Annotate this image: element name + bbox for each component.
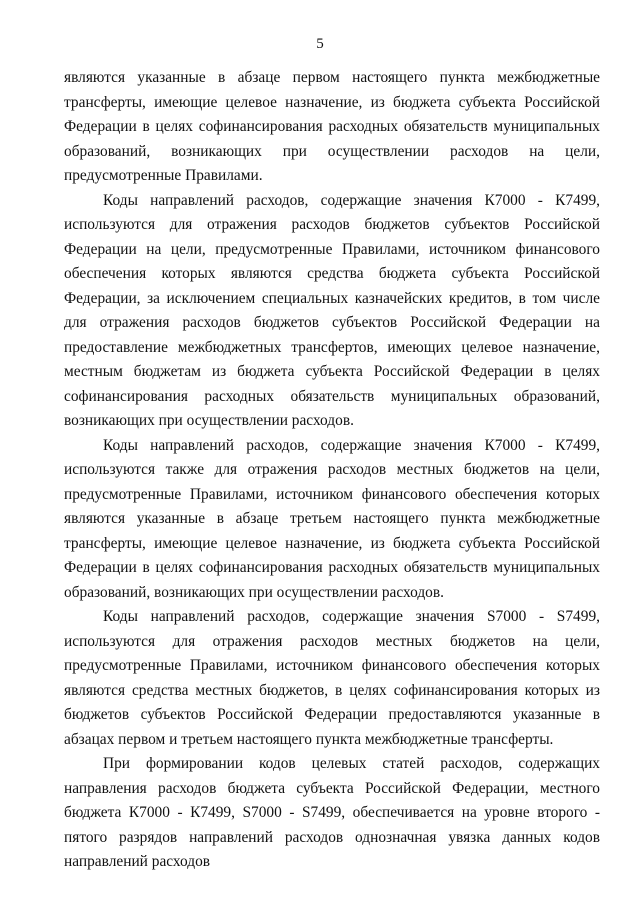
paragraph-k7000-regional: Коды направлений расходов, содержащие значения К7000 - К7499, используются для отражения расходов бюджетов субъектов Российской Федерации на цели, предусмотренные Правилами, источником финансового обеспечения которых являются средства бюджета субъекта Российской Федерации, за исключением специальных казначейских кредитов, в том числе для отражения расходов бюджетов субъектов Российской Федерации на предоставление межбюджетных трансфертов, имеющих целевое назначение, местным бюджетам из бюджета субъекта Российской Федерации в целях софинансирования расходных обязательств муниципальных образований, возникающих при осуществлении расходов. — [64, 191, 600, 429]
paragraph-s7000-local: Коды направлений расходов, содержащие значения S7000 - S7499, используются для отражения расходов местных бюджетов на цели, предусмотренные Правилами, источником финансового обеспечения которых являются средства местных бюджетов, в целях софинансирования которых из бюджетов субъектов Российской Федерации предоставляются указанные в абзацах первом и третьем настоящего пункта межбюджетные трансферты. — [64, 608, 600, 748]
paragraph-code-formation: При формировании кодов целевых статей расходов, содержащих направления расходов бюджета субъекта Российской Федерации, местного бюджета К7000 - К7499, S7000 - S7499, обеспечивается на уровне второго - пятого разрядов направлений расходов однозначная увязка данных кодов направлений расходов — [64, 755, 600, 870]
page-number: 5 — [316, 36, 324, 52]
document-body — [64, 66, 600, 875]
paragraph-continuation: являются указанные в абзаце первом настоящего пункта межбюджетные трансферты, имеющие целевое назначение, из бюджета субъекта Российской Федерации в целях софинансирования расходных обязательств муниципальных образований, возникающих при осуществлении расходов на цели, предусмотренные Правилами. — [64, 69, 600, 184]
paragraph-k7000-local: Коды направлений расходов, содержащие значения К7000 - К7499, используются также для отражения расходов местных бюджетов на цели, предусмотренные Правилами, источником финансового обеспечения которых являются указанные в абзаце третьем настоящего пункта межбюджетные трансферты, имеющие целевое назначение, из бюджета субъекта Российской Федерации в целях софинансирования расходных обязательств муниципальных образований, возникающих при осуществлении расходов. — [64, 436, 600, 601]
